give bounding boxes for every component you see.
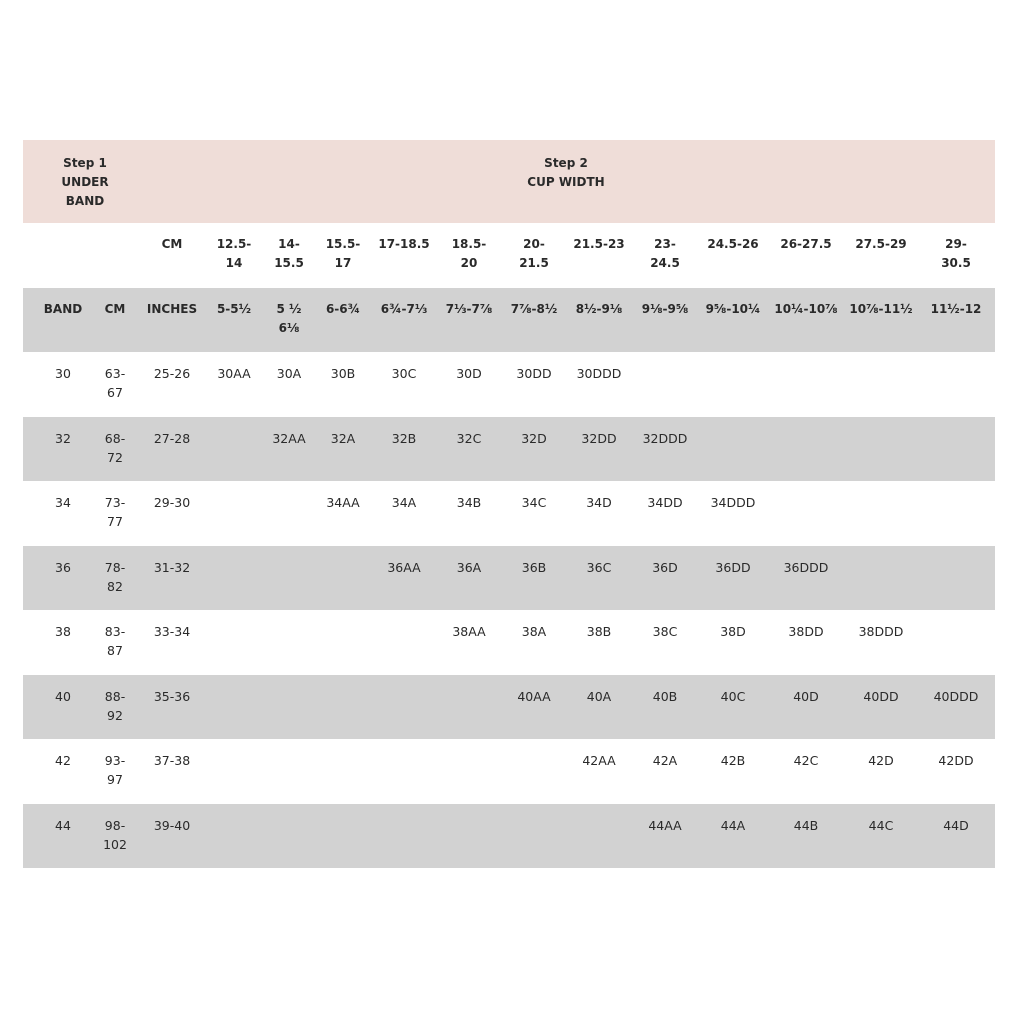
inches-header-row: [23, 288, 995, 352]
bra-size-cell: 38AA: [452, 624, 486, 639]
bra-size-cell: 34AA: [326, 495, 360, 510]
band-inches-value: 25-26: [153, 366, 191, 381]
band-value: 38: [55, 624, 71, 639]
cup-width-cm-header: 18.5- 20: [451, 237, 487, 270]
bra-size-cell: 30D: [456, 366, 482, 381]
band-value: 40: [55, 689, 71, 704]
bra-size-cell: 40AA: [517, 689, 551, 704]
bra-size-cell: 34DD: [647, 495, 683, 510]
band-inches-value: 39-40: [153, 818, 191, 833]
bra-size-cell: 42B: [720, 753, 746, 768]
cup-width-inches-header: 6¾-7⅓: [380, 302, 428, 316]
cup-width-inches-header: 5-5½: [216, 302, 252, 316]
cup-width-cm-header: 17-18.5: [378, 237, 430, 251]
step2-cup-width-heading: Step 2 CUP WIDTH: [527, 156, 605, 189]
cup-width-cm-header: 21.5-23: [573, 237, 625, 251]
cup-width-cm-header: 20- 21.5: [519, 237, 549, 270]
bra-size-cell: 34C: [521, 495, 547, 510]
bra-size-cell: 32D: [521, 431, 547, 446]
bra-size-cell: 44C: [868, 818, 894, 833]
band-cm-value: 68- 72: [104, 431, 126, 465]
cup-width-cm-header: 29-30.5: [941, 237, 971, 270]
band-inches-value: 33-34: [153, 624, 191, 639]
bra-size-cell: 32B: [391, 431, 417, 446]
band-cm-value: 93- 97: [104, 753, 126, 787]
bra-size-cell: 34B: [456, 495, 482, 510]
cup-width-cm-header: 14- 15.5: [274, 237, 304, 270]
size-rows: [23, 352, 995, 868]
bra-size-cell: 30C: [391, 366, 417, 381]
step1-under-band-heading: Step 1 UNDER BAND: [61, 156, 109, 208]
bra-size-cell: 40D: [793, 689, 819, 704]
table-row: [23, 739, 995, 804]
bra-size-cell: 44AA: [648, 818, 682, 833]
band-cm-value: 83- 87: [104, 624, 126, 658]
cup-width-inches-header: 10¼-10⅞: [774, 302, 838, 316]
bra-size-cell: 30B: [330, 366, 356, 381]
cup-width-cm-header: 15.5- 17: [325, 237, 361, 270]
bra-size-cell: 36C: [586, 560, 612, 575]
bra-size-cell: 30DDD: [576, 366, 622, 381]
table-row: [23, 352, 995, 417]
bra-size-cell: 30A: [276, 366, 302, 381]
table-row: [23, 481, 995, 546]
bra-size-cell: 36AA: [387, 560, 421, 575]
bra-size-cell: 42DD: [938, 753, 974, 768]
band-cm-value: 78- 82: [104, 560, 126, 594]
steps-header-row: [23, 140, 995, 223]
cup-width-cm-header: 27.5-29: [855, 237, 907, 251]
cup-width-inches-header: 7⅞-8½: [510, 302, 558, 316]
inches-label: INCHES: [146, 302, 198, 316]
bra-size-cell: 34A: [391, 495, 417, 510]
bra-size-cell: 30DD: [516, 366, 552, 381]
band-cm-value: 63- 67: [104, 366, 126, 400]
cup-width-inches-header: 8½-9⅛: [575, 302, 623, 316]
table-row: [23, 417, 995, 481]
bra-size-cell: 38C: [652, 624, 678, 639]
band-cm-value: 98- 102: [103, 818, 127, 852]
bra-size-cell: 40B: [652, 689, 678, 704]
bra-size-cell: 34DDD: [710, 495, 756, 510]
bra-size-cell: 40A: [586, 689, 612, 704]
bra-size-cell: 38D: [720, 624, 746, 639]
bra-size-cell: 44A: [720, 818, 746, 833]
cup-width-cm-header: 23- 24.5: [650, 237, 680, 270]
cup-width-inches-header: 5 ½ 6⅛: [276, 302, 302, 335]
cm-header-row: [23, 223, 995, 288]
bra-size-cell: 44B: [793, 818, 819, 833]
band-cm-value: 88- 92: [104, 689, 126, 723]
table-row: [23, 610, 995, 675]
bra-size-cell: 40DDD: [933, 689, 979, 704]
bra-size-cell: 32AA: [272, 431, 306, 446]
band-value: 42: [55, 753, 71, 768]
bra-size-cell: 36DD: [715, 560, 751, 575]
cup-width-inches-header: 10⅞-11½: [849, 302, 913, 316]
band-inches-value: 35-36: [153, 689, 191, 704]
table-row: [23, 546, 995, 610]
bra-size-cell: 42C: [793, 753, 819, 768]
band-inches-value: 29-30: [153, 495, 191, 510]
bra-size-cell: 34D: [586, 495, 612, 510]
cup-width-cm-header: 26-27.5: [780, 237, 832, 251]
cup-width-inches-header: 9⅛-9⅝: [641, 302, 689, 316]
bra-size-cell: 42A: [652, 753, 678, 768]
cup-width-inches-header: 11½-12: [930, 302, 982, 316]
cup-width-inches-header: 7⅓-7⅞: [445, 302, 493, 316]
band-value: 36: [55, 560, 71, 575]
band-cm-label: CM: [104, 302, 126, 316]
cup-width-inches-header: 9⅝-10¼: [705, 302, 761, 316]
band-value: 34: [55, 495, 71, 510]
bra-size-cell: 32C: [456, 431, 482, 446]
bra-size-cell: 42D: [868, 753, 894, 768]
bra-size-cell: 36DDD: [783, 560, 829, 575]
bra-size-cell: 32A: [330, 431, 356, 446]
cup-width-cm-header: 24.5-26: [707, 237, 759, 251]
bra-size-cell: 30AA: [217, 366, 251, 381]
bra-size-cell: 36B: [521, 560, 547, 575]
bra-size-cell: 38B: [586, 624, 612, 639]
band-value: 32: [55, 431, 71, 446]
cup-width-cm-header: 12.5- 14: [216, 237, 252, 270]
band-cm-value: 73- 77: [104, 495, 126, 529]
band-inches-value: 37-38: [153, 753, 191, 768]
bra-size-chart: [23, 140, 995, 868]
band-value: 30: [55, 366, 71, 381]
bra-size-cell: 40C: [720, 689, 746, 704]
bra-size-cell: 38DD: [788, 624, 824, 639]
table-row: [23, 675, 995, 739]
bra-size-cell: 36A: [456, 560, 482, 575]
bra-size-cell: 42AA: [582, 753, 616, 768]
cup-width-inches-header: 6-6¾: [325, 302, 361, 316]
bra-size-cell: 40DD: [863, 689, 899, 704]
bra-size-cell: 32DD: [581, 431, 617, 446]
bra-size-cell: 38DDD: [858, 624, 904, 639]
bra-size-cell: 44D: [943, 818, 969, 833]
band-label: BAND: [43, 302, 83, 316]
bra-size-cell: 38A: [521, 624, 547, 639]
bra-size-cell: 32DDD: [642, 431, 688, 446]
band-value: 44: [55, 818, 71, 833]
bra-size-cell: 36D: [652, 560, 678, 575]
band-inches-value: 27-28: [153, 431, 191, 446]
table-row: [23, 804, 995, 868]
cm-label: CM: [161, 237, 183, 251]
band-inches-value: 31-32: [153, 560, 191, 575]
